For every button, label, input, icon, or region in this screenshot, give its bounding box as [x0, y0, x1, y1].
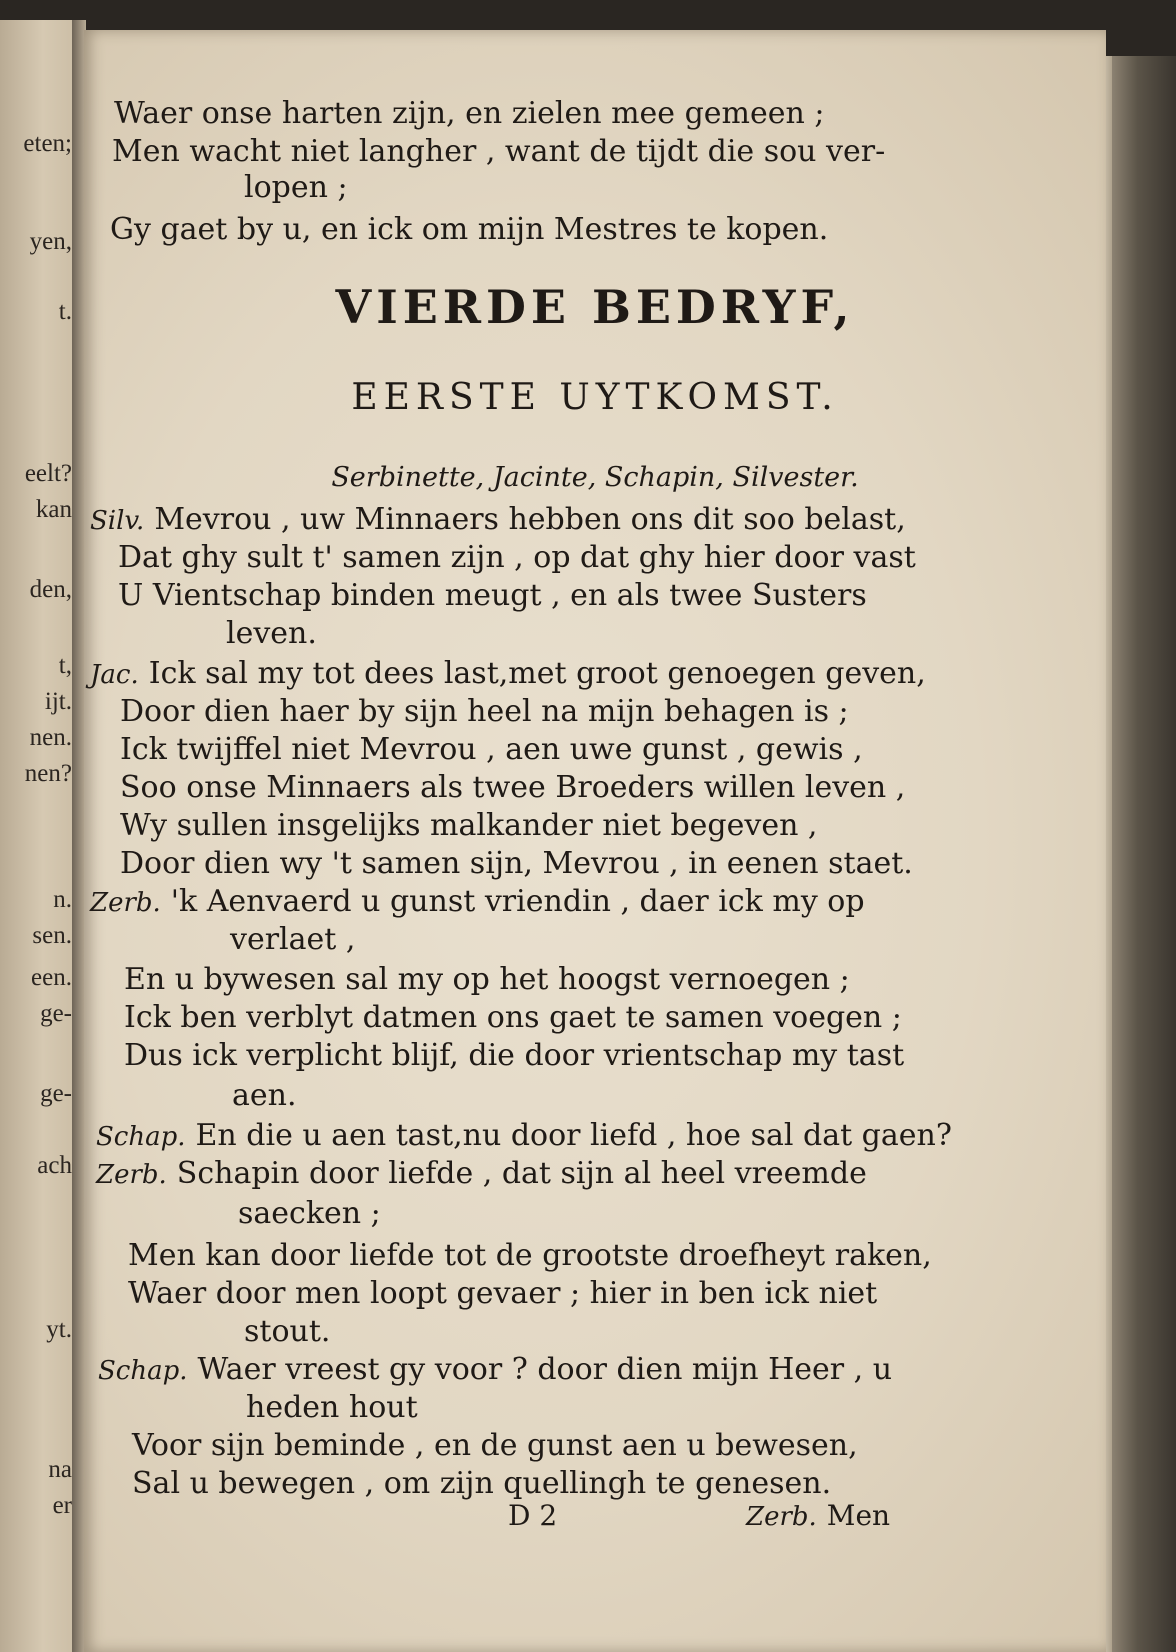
left-fragment-text: yen,: [29, 228, 72, 255]
left-fragment-text: ge-: [40, 1000, 72, 1027]
cast-list: Serbinette, Jacinte, Schapin, Silvester.: [331, 462, 859, 493]
catchword-text: Men: [826, 1499, 891, 1532]
dialogue-text: Ick sal my tot dees last,met groot genoegen geven,: [148, 656, 926, 691]
left-fragment-text: ijt.: [44, 688, 72, 715]
left-fragment-text: kan: [35, 496, 72, 523]
left-fragment-text: yt.: [46, 1316, 72, 1343]
dialogue-text: 'k Aenvaerd u gunst vriendin , daer ick my op: [170, 884, 865, 919]
left-fragment-text: eten;: [23, 130, 72, 157]
dialogue-line: Wy sullen insgelijks malkander niet begeven ,: [120, 808, 818, 843]
left-fragment-text: t.: [58, 298, 72, 325]
dialogue-line: Soo onse Minnaers als twee Broeders willen leven ,: [120, 770, 906, 805]
speaker-label: Zerb.: [96, 1160, 167, 1190]
dialogue-line: aen.: [232, 1078, 297, 1113]
left-fragment-text: eelt?: [24, 460, 72, 487]
verse-line: Waer onse harten zijn, en zielen mee gemeen ;: [114, 96, 825, 131]
dialogue-line: [96, 1156, 867, 1193]
left-fragment-text: ge-: [40, 1080, 72, 1107]
signature-mark: D 2: [508, 1499, 558, 1532]
verse-line: lopen ;: [244, 170, 348, 205]
speaker-label: Schap.: [98, 1356, 188, 1386]
left-fragment-text: na: [48, 1456, 72, 1483]
dialogue-line: [96, 1118, 952, 1155]
act-heading: VIERDE BEDRYF,: [335, 280, 855, 334]
dialogue-line: [98, 1352, 892, 1389]
dialogue-line: leven.: [226, 616, 317, 651]
dialogue-line: heden hout: [246, 1390, 418, 1425]
dialogue-text: En die u aen tast,nu door liefd , hoe sal dat gaen?: [195, 1118, 952, 1153]
dialogue-line: Door dien wy 't samen sijn, Mevrou , in eenen staet.: [120, 846, 913, 881]
dialogue-line: stout.: [244, 1314, 331, 1349]
left-fragment-text: nen.: [29, 724, 72, 751]
left-fragment-text: nen?: [24, 760, 72, 787]
speaker-label: Zerb.: [90, 888, 161, 918]
dialogue-text: Schapin door liefde , dat sijn al heel vreemde: [176, 1156, 867, 1191]
left-fragment-text: t,: [58, 652, 72, 679]
dialogue-line: Sal u bewegen , om zijn quellingh te genesen.: [132, 1466, 832, 1501]
dialogue-line: Waer door men loopt gevaer ; hier in ben ick niet: [128, 1276, 878, 1311]
scene-heading: EERSTE UYTKOMST.: [351, 377, 839, 418]
left-fragment-text: een.: [31, 964, 72, 991]
left-fragment-text: ach: [37, 1152, 72, 1179]
dialogue-line: Men kan door liefde tot de grootste droefheyt raken,: [128, 1238, 932, 1273]
dialogue-line: Voor sijn beminde , en de gunst aen u bewesen,: [132, 1428, 858, 1463]
left-fragment-text: sen.: [32, 922, 72, 949]
speaker-label: Silv.: [90, 506, 145, 536]
verse-line: Men wacht niet langher , want de tijdt die sou ver-: [112, 134, 886, 169]
catchword-speaker: Zerb.: [746, 1502, 817, 1532]
dialogue-text: Mevrou , uw Minnaers hebben ons dit soo belast,: [154, 502, 906, 537]
dialogue-line: [90, 884, 865, 921]
speaker-label: Schap.: [96, 1122, 186, 1152]
verse-line: Gy gaet by u, en ick om mijn Mestres te kopen.: [110, 212, 829, 247]
book-fore-edge: [1112, 56, 1176, 1652]
dialogue-line: En u bywesen sal my op het hoogst vernoegen ;: [124, 962, 850, 997]
dialogue-line: U Vientschap binden meugt , en als twee Susters: [118, 578, 867, 613]
dialogue-line: Ick ben verblyt datmen ons gaet te samen voegen ;: [124, 1000, 902, 1035]
left-fragment-text: den,: [29, 576, 72, 603]
left-page-fragment: [0, 20, 78, 1652]
dialogue-line: Dat ghy sult t' samen zijn , op dat ghy hier door vast: [118, 540, 916, 575]
dialogue-line: Door dien haer by sijn heel na mijn behagen is ;: [120, 694, 849, 729]
dialogue-line: Dus ick verplicht blijf, die door vrientschap my tast: [124, 1038, 905, 1073]
dialogue-line: verlaet ,: [230, 922, 356, 957]
dialogue-line: [90, 656, 926, 693]
speaker-label: Jac.: [90, 660, 139, 690]
dialogue-text: Waer vreest gy voor ? door dien mijn Heer , u: [197, 1352, 893, 1387]
dialogue-line: Ick twijffel niet Mevrou , aen uwe gunst , gewis ,: [120, 732, 863, 767]
catchword: [746, 1498, 890, 1535]
left-fragment-text: er: [52, 1492, 72, 1519]
dialogue-line: [90, 502, 906, 539]
dialogue-line: saecken ;: [238, 1196, 381, 1231]
left-fragment-text: n.: [53, 886, 72, 913]
book-page: [84, 30, 1106, 1652]
